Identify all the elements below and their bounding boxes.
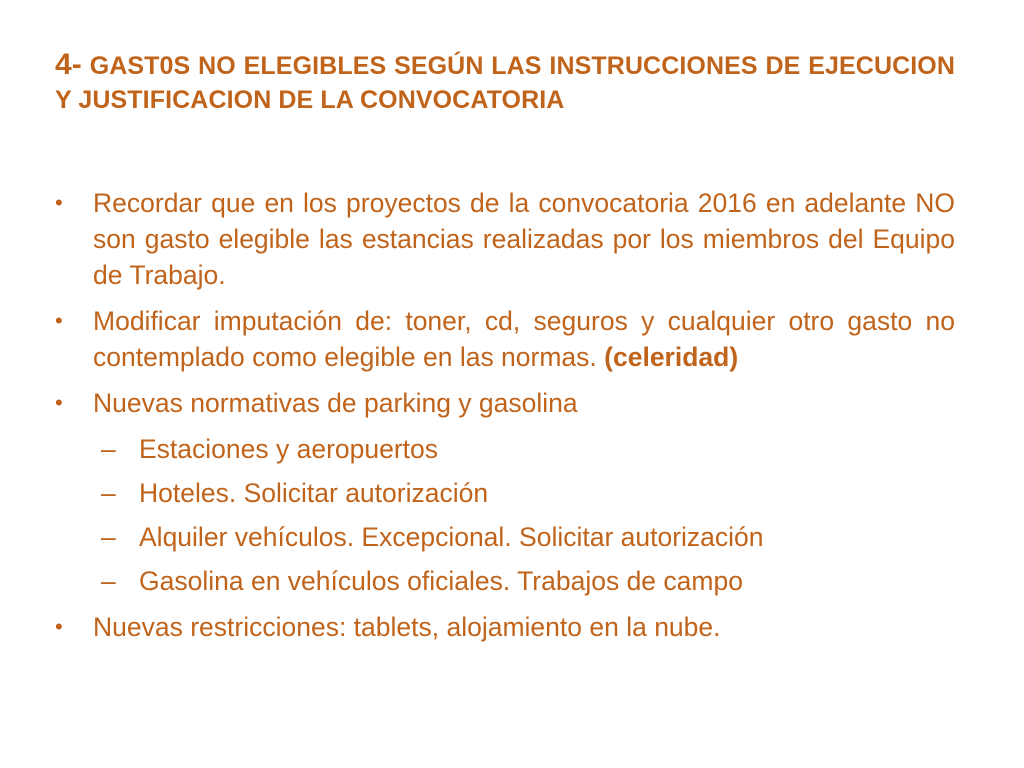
sub-list-item: [55, 519, 955, 555]
bullet-list: [55, 185, 955, 655]
list-item: [55, 609, 955, 645]
sub-list-item: [55, 563, 955, 599]
bullet-icon: •: [55, 614, 63, 639]
title-text: GAST0S NO ELEGIBLES SEGÚN LAS INSTRUCCIONES DE EJECUCION Y JUSTIFICACION DE LA CONVOCATORIA: [55, 52, 955, 114]
dash-icon: –: [101, 434, 116, 464]
list-item: [55, 385, 955, 421]
list-item-bold-text: (celeridad): [604, 342, 739, 372]
sub-list-item-text: Estaciones y aeropuertos: [139, 434, 439, 464]
dash-icon: –: [101, 566, 116, 596]
list-item-text: Recordar que en los proyectos de la convocatoria 2016 en adelante NO son gasto elegible las estancias realizadas por los miembros del Equipo de Trabajo.: [93, 188, 955, 290]
bullet-icon: •: [55, 308, 63, 333]
slide-title: [55, 48, 955, 117]
title-number: 4-: [55, 48, 82, 81]
bullet-icon: •: [55, 190, 63, 215]
list-item-text: Modificar imputación de: toner, cd, seguros y cualquier otro gasto no contemplado como elegible en las normas.: [93, 306, 955, 372]
sub-list: [55, 431, 955, 599]
sub-list-item-text: Hoteles. Solicitar autorización: [139, 478, 489, 508]
bullet-icon: •: [55, 390, 63, 415]
sub-list-item-text: Alquiler vehículos. Excepcional. Solicitar autorización: [139, 522, 764, 552]
list-item-text: Nuevas normativas de parking y gasolina: [93, 388, 578, 418]
sub-list-item: [55, 431, 955, 467]
list-item: [55, 303, 955, 375]
sub-list-item-text: Gasolina en vehículos oficiales. Trabajos de campo: [139, 566, 743, 596]
list-item: [55, 185, 955, 293]
dash-icon: –: [101, 522, 116, 552]
list-item-text: Nuevas restricciones: tablets, alojamiento en la nube.: [93, 612, 721, 642]
sub-list-item: [55, 475, 955, 511]
dash-icon: –: [101, 478, 116, 508]
